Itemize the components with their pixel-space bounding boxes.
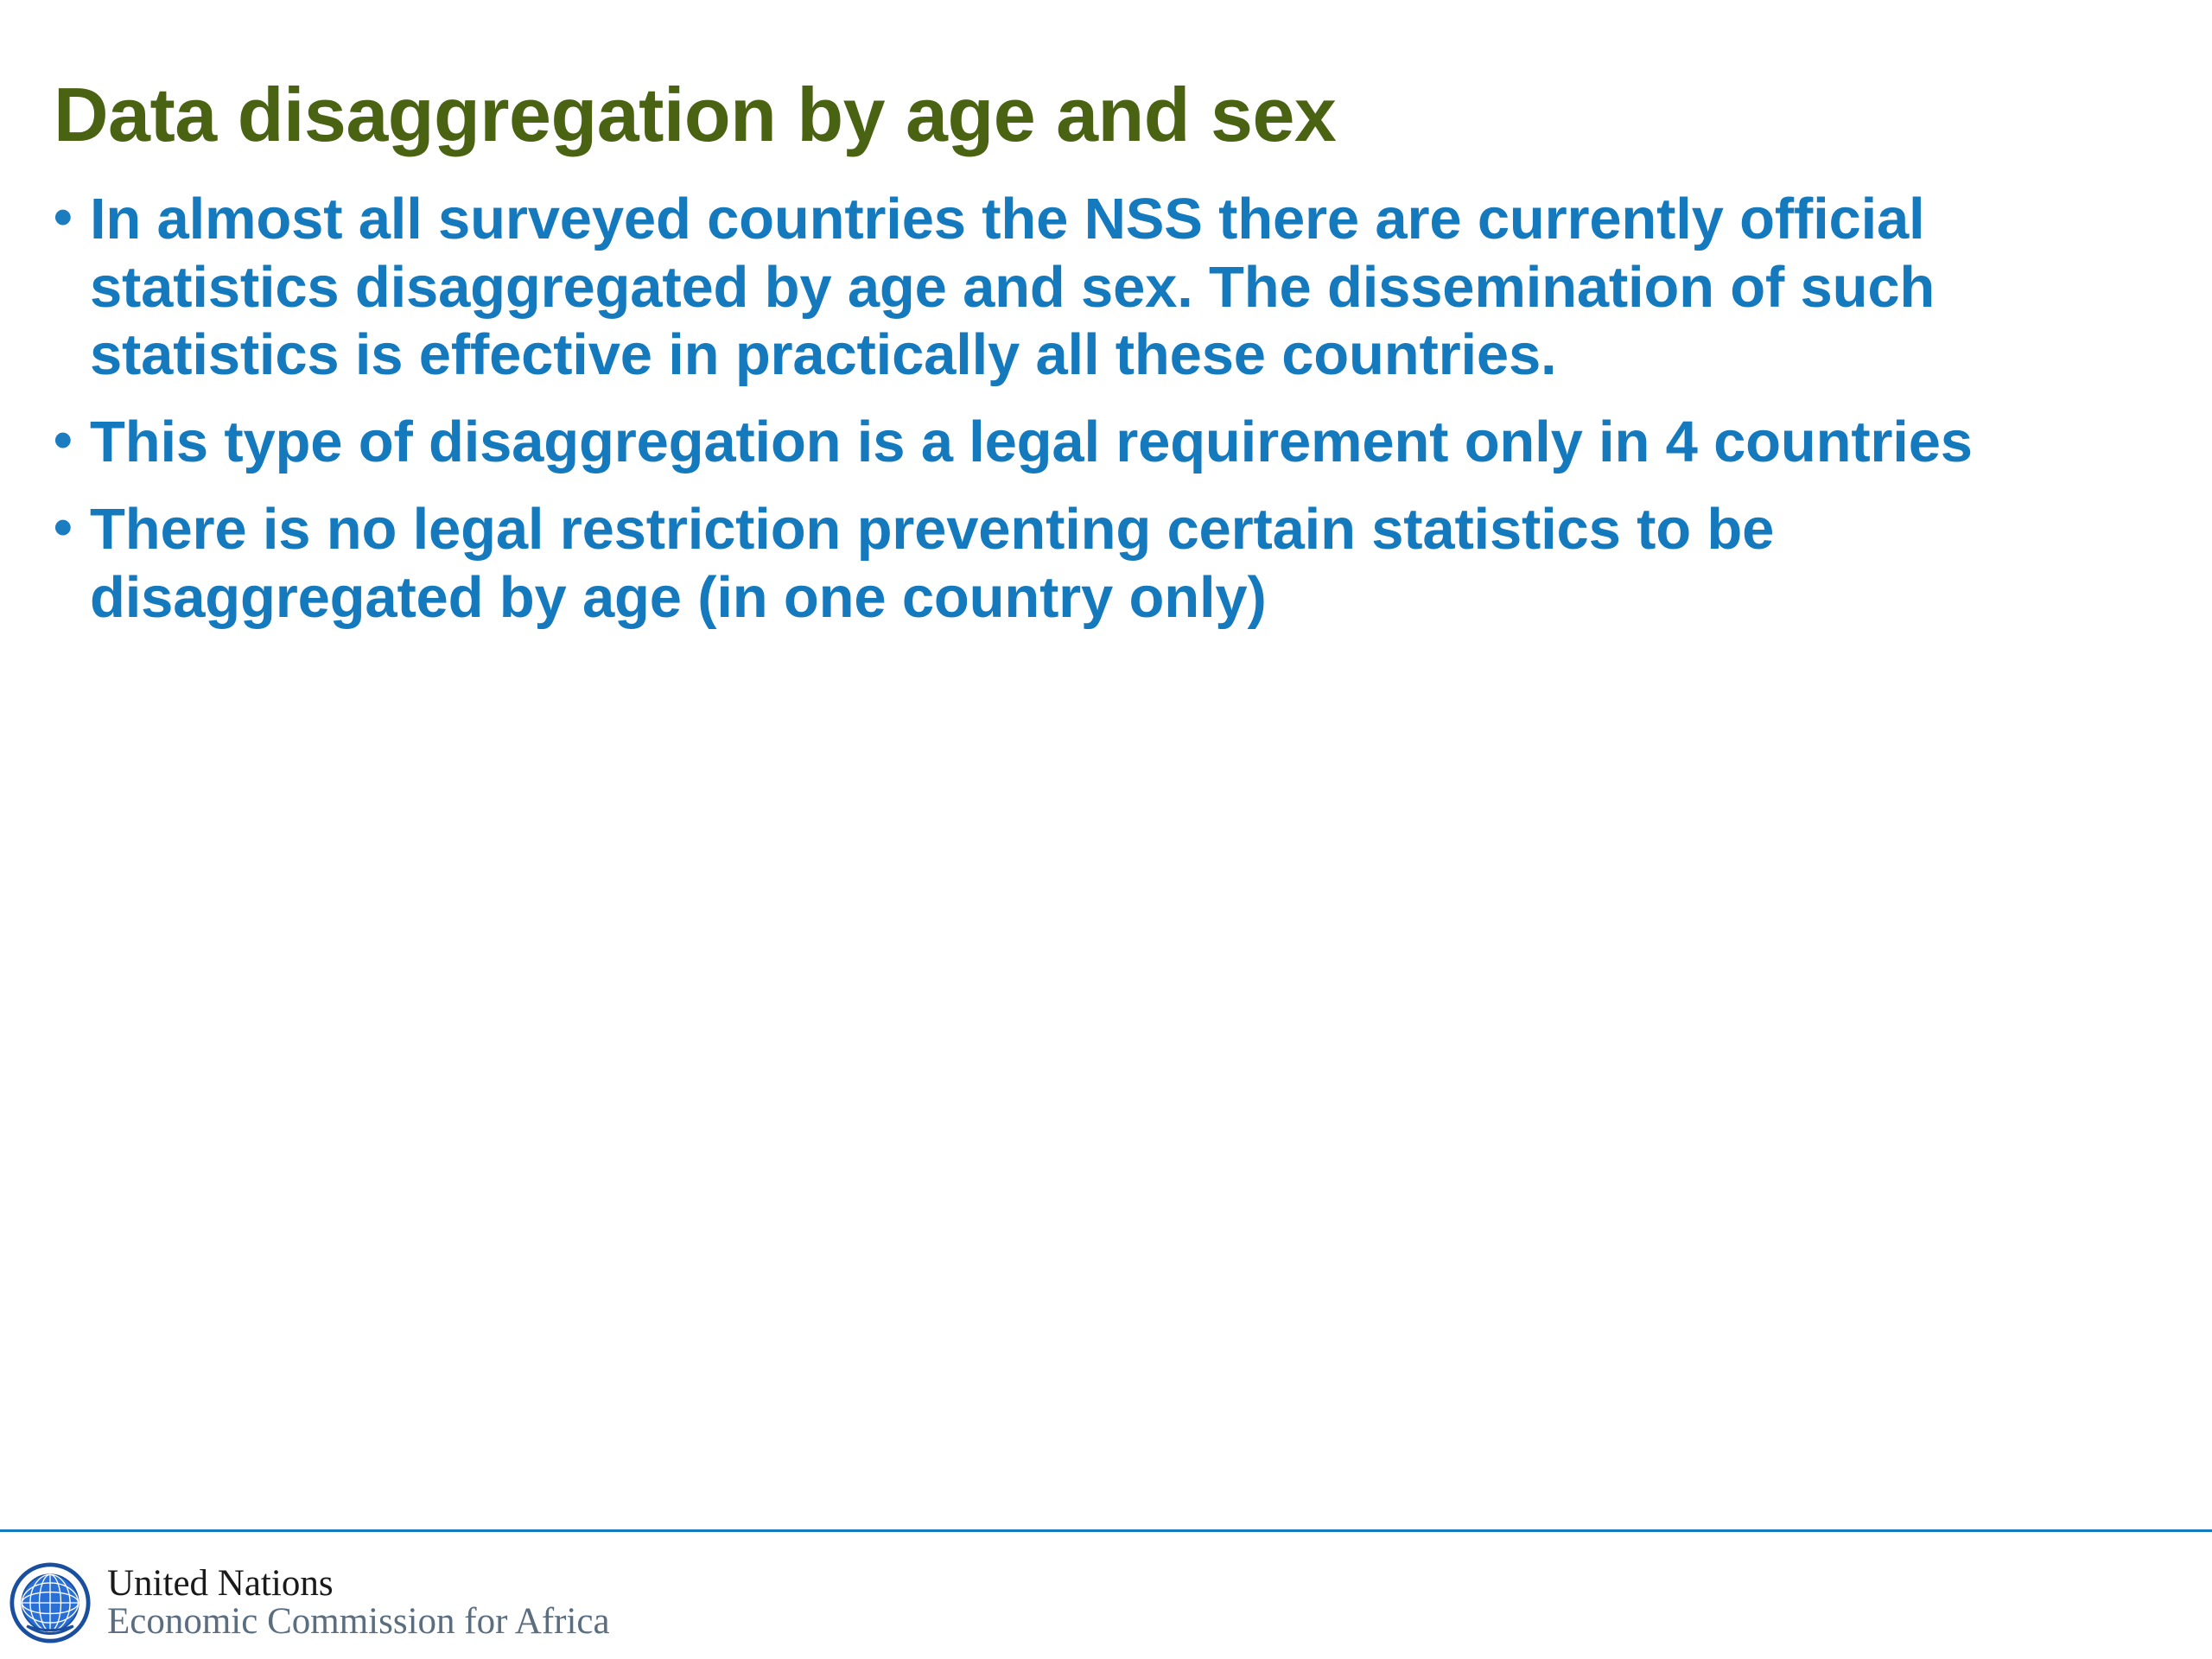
- page-title: Data disaggregation by age and sex: [54, 71, 1337, 157]
- slide-footer: [9, 1555, 610, 1650]
- footer-organization-line1: United Nations: [107, 1563, 334, 1605]
- list-item: [45, 496, 2171, 632]
- footer-organization-line2: Economic Commission for Africa: [107, 1601, 610, 1642]
- bullet-marker-icon: •: [54, 410, 73, 471]
- list-item: [45, 409, 2171, 477]
- bullet-text: This type of disaggregation is a legal requirement only in 4 countries: [90, 410, 1973, 475]
- bullet-text: In almost all surveyed countries the NSS there are currently official statistics disaggregated by age and sex. The dissemination of such statistics is effective in practically all these countries.: [90, 187, 1936, 388]
- footer-divider: [0, 1529, 2212, 1532]
- united-nations-emblem-icon: [9, 1561, 92, 1644]
- footer-organization: [107, 1565, 610, 1641]
- bullet-text: There is no legal restriction preventing certain statistics to be disaggregated by age (in one country only): [90, 496, 1775, 630]
- bullet-list: [45, 186, 2171, 651]
- list-item: [45, 186, 2171, 390]
- bullet-marker-icon: •: [54, 497, 73, 557]
- bullet-marker-icon: •: [54, 188, 73, 247]
